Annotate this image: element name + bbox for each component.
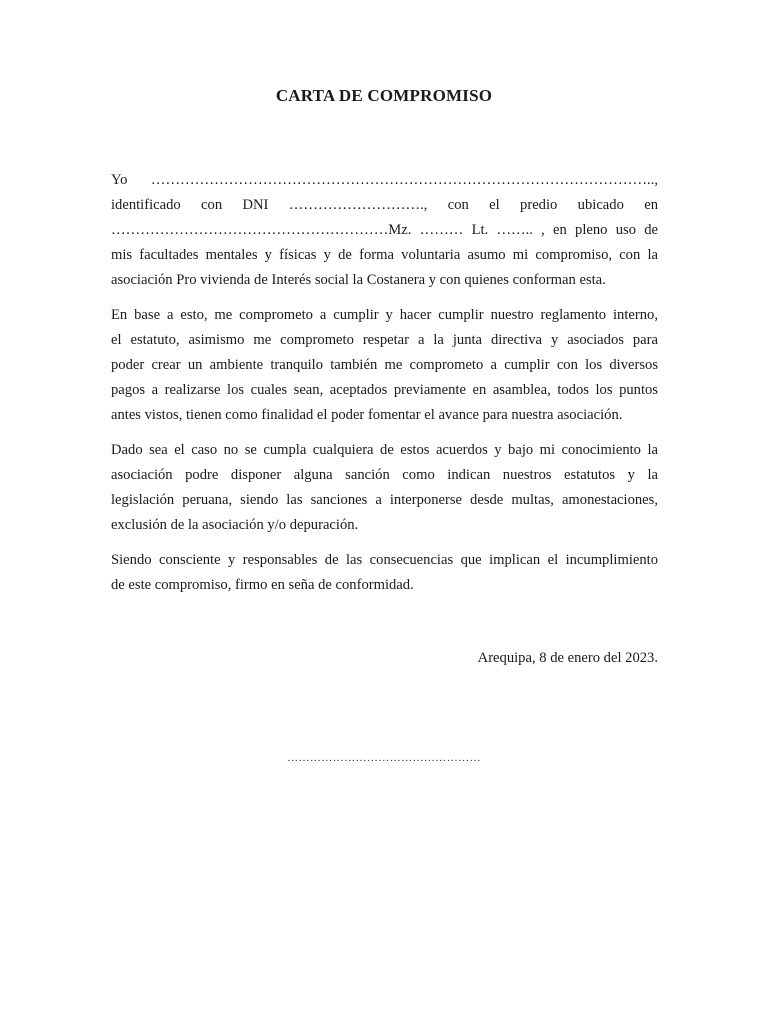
paragraph-commitment <box>111 303 658 428</box>
paragraph-line: Yo ………………………………………………………………………………………….., <box>111 172 658 188</box>
paragraph-line: mis facultades mentales y físicas y de forma voluntaria asumo mi compromiso, con la <box>111 247 658 263</box>
paragraph-line: el estatuto, asimismo me comprometo respetar a la junta directiva y asociados para <box>111 332 658 348</box>
paragraph-line: …………………………………………………Mz. ……… Lt. …….. , en pleno uso de <box>111 222 658 238</box>
paragraph-line: identificado con DNI ………………………., con el predio ubicado en <box>111 197 658 213</box>
document-body <box>111 168 658 608</box>
paragraph-conformity <box>111 548 658 598</box>
paragraph-line: Dado sea el caso no se cumpla cualquiera de estos acuerdos y bajo mi conocimiento la <box>111 442 658 458</box>
paragraph-line: exclusión de la asociación y/o depuración. <box>111 517 359 533</box>
document-title: CARTA DE COMPROMISO <box>275 86 493 105</box>
paragraph-line: asociación Pro vivienda de Interés social la Costanera y con quienes conforman esta. <box>111 272 606 288</box>
paragraph-line: legislación peruana, siendo las sanciones a interponerse desde multas, amonestaciones, <box>111 492 658 508</box>
paragraph-line: pagos a realizarse los cuales sean, aceptados previamente en asamblea, todos los puntos <box>111 382 658 398</box>
signature-line: …………………………………………… <box>287 752 481 764</box>
paragraph-line: poder crear un ambiente tranquilo también me comprometo a cumplir con los diversos <box>111 357 658 373</box>
paragraph-identification <box>111 168 658 293</box>
document-date: Arequipa, 8 de enero del 2023. <box>477 650 658 666</box>
paragraph-line: Siendo consciente y responsables de las consecuencias que implican el incumplimiento <box>111 552 658 568</box>
paragraph-sanctions <box>111 438 658 538</box>
paragraph-line: asociación podre disponer alguna sanción como indican nuestros estatutos y la <box>111 467 658 483</box>
paragraph-line: de este compromiso, firmo en seña de conformidad. <box>111 577 414 593</box>
paragraph-line: antes vistos, tienen como finalidad el poder fomentar el avance para nuestra asociación. <box>111 407 623 423</box>
paragraph-line: En base a esto, me comprometo a cumplir y hacer cumplir nuestro reglamento interno, <box>111 307 658 323</box>
